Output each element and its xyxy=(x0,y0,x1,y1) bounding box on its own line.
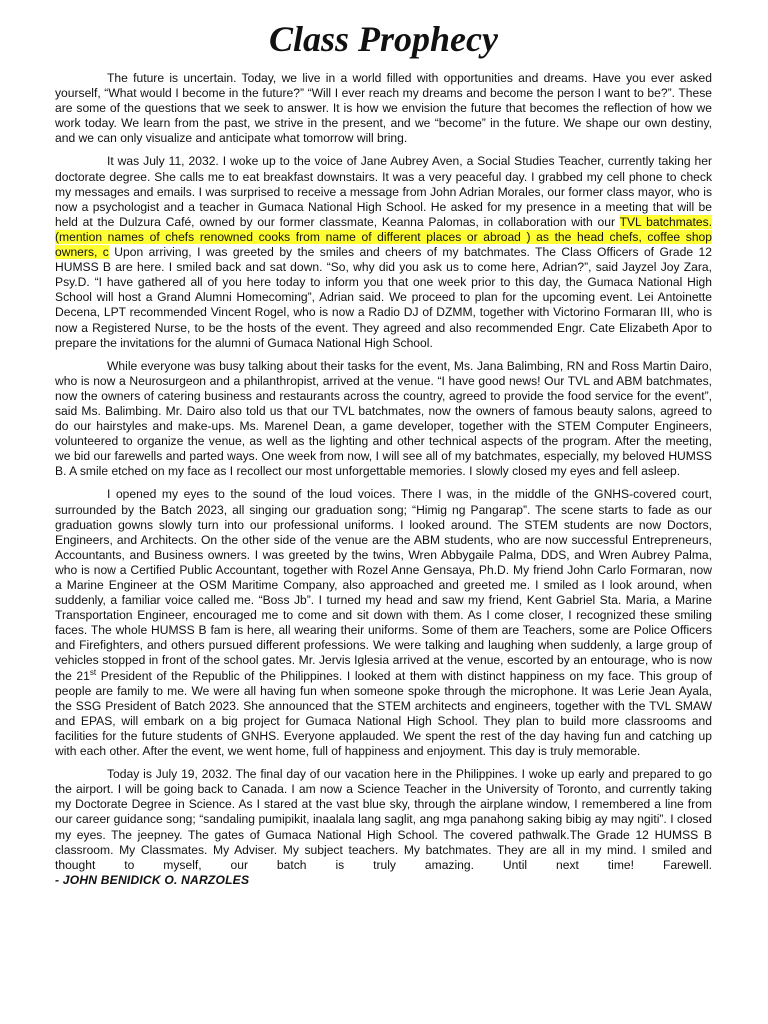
paragraph-meeting xyxy=(55,154,712,350)
paragraph-text: Upon arriving, I was greeted by the smiles and cheers of my batchmates. The Class Officers of Grade 12 HUMSS B are here. I smiled back and sat down. “So, why did you ask us to come here, Adrian?”, said Jayzel Joy Zara, Psy.D. “I have gathered all of you here today to inform you that one week prior to this day, the Gumaca National High School will host a Grand Alumni Homecoming”, Adrian said. We proceed to plan for the upcoming event. Lei Antoinette Decena, LPT recommended Vincent Rogel, who is now a Radio DJ of DZMM, together with Victorino Formaran III, who is now a Registered Nurse, to be the hosts of the event. They agreed and also recommended Engr. Cate Elizabeth Apor to prepare the invitations for the alumni of Gumaca National High School. xyxy=(55,245,712,350)
paragraph-text: It was July 11, 2032. I woke up to the voice of Jane Aubrey Aven, a Social Studies Teacher, currently taking her doctorate degree. She calls me to eat breakfast downstairs. It was a very peaceful day. I grabbed my cell phone to check my messages and emails. I was surprised to receive a message from John Adrian Morales, our former class mayor, who is now a psychologist and a teacher in Gumaca National High School. He asked for my presence in a meeting that will be held at the Dulzura Café, owned by our former classmate, Keanna Palomas, in collaboration with our xyxy=(55,154,712,229)
superscript-ordinal: st xyxy=(89,667,97,677)
paragraph-text: While everyone was busy talking about their tasks for the event, Ms. Jana Balimbing, RN and Ross Martin Dairo, who is now a Neurosurgeon and a philanthropist, arrived at the venue. “I have good news! Our TVL and ABM batchmates, now the owners of catering business and restaurants across the country, agreed to provide the food service for the event”, said Ms. Balimbing. Mr. Dairo also told us that our TVL batchmates, now the owners of famous beauty salons, agreed to do our hairstyles and make-ups. Ms. Marenel Dean, a game developer, together with the STEM Computer Engineers, volunteered to organize the venue, as well as the lighting and other technical aspects of the program. After the meeting, we bid our farewells and parted ways. One week from now, I will see all of my batchmates, especially, my beloved HUMSS B. A smile etched on my face as I recollect our most unforgettable memories. I slowly closed my eyes and fell asleep. xyxy=(55,358,712,479)
document-title: Class Prophecy xyxy=(269,19,498,59)
paragraph-text: The future is uncertain. Today, we live in a world filled with opportunities and dreams. Have you ever asked yourself, “What would I become in the future?” “Will I ever reach my dreams and become the person I want to be?”. These are some of the questions that we seek to answer. It is how we envision the future that becomes the reflection of how we work today. We learn from the past, we strive in the present, and we “become” in the future. We shape our own destiny, and we can only visualize and anticipate what tomorrow will bring. xyxy=(55,71,712,146)
paragraph-intro xyxy=(55,71,712,146)
author-signature: - JOHN BENIDICK O. NARZOLES xyxy=(55,872,250,887)
paragraph-text: I opened my eyes to the sound of the loud voices. There I was, in the middle of the GNHS-covered court, surrounded by the Batch 2023, all singing our graduation song; “Himig ng Pangarap”. The scene starts to fade as our graduation gowns slowly turn into our professional uniforms. I looked around. The STEM students are now Doctors, Engineers, and Architects. On the other side of the venue are the ABM students, who are now successful Entrepreneurs, Accountants, and Business owners. I was greeted by the twins, Wren Abbygaile Palma, DDS, and Wren Aubrey Palma, who is now a Certified Public Accountant, together with Rozel Anne Gensaya, Ph.D. My friend John Carlo Formaran, now a Marine Engineer at the OSM Maritime Company, also approached and greeted me. I smiled as I look around, when suddenly, a familiar voice called me. “Boss Jb”. I turned my head and saw my friend, Kent Gabriel Sta. Maria, a Marine Transportation Engineer, encouraged me to come and sit down with them. As I come closer, I recognized these smiling faces. The whole HUMSS B fam is here, all wearing their uniforms. Some of them are Teachers, some are Police Officers and Firefighters, and others pursued different professions. We were talking and laughing when suddenly, a large group of vehicles stopped in front of the school gates. Mr. Jervis Iglesia arrived at the venue, escorted by an entourage, who is now the 21 xyxy=(55,487,712,683)
paragraph-reunion xyxy=(55,487,712,759)
paragraph-planning xyxy=(55,359,712,480)
paragraph-farewell xyxy=(55,767,712,873)
highlighted-text: TVL batchmates. (mention names of chefs renowned cooks from name of different places or abroad ) as the head chefs, coffee shop owners, c xyxy=(55,214,712,260)
paragraph-text: President of the Republic of the Philippines. I looked at them with distinct happiness on my face. This group of people are family to me. We were all having fun when someone spoke through the microphone. It was Lerie Jean Ayala, the SSG President of Batch 2023. She announced that the STEM architects and engineers, together with the TVL SMAW and EPAS, will embark on a big project for Gumaca National High School. They plan to build more classrooms and facilities for the future students of GNHS. Everyone applauded. We spent the rest of the day having fun and catching up with each other. After the event, we went home, full of happiness and enjoyment. This day is truly memorable. xyxy=(55,668,713,759)
paragraph-text: Today is July 19, 2032. The final day of our vacation here in the Philippines. I woke up early and prepared to go the airport. I will be going back to Canada. I am now a Science Teacher in the University of Toronto, and currently taking my Doctorate Degree in Science. As I stared at the vast blue sky, through the airplane window, I remembered a line from our career guidance song; “sandaling pumipikit, inaalala lang saglit, ang mga panahong saking bibig ay may ngiti”. I closed my eyes. The jeepney. The gates of Gumaca National High School. The covered pathwalk.The Grade 12 HUMSS B classroom. My Classmates. My Adviser. My subject teachers. My batchmates. They are all in my mind. I smiled and thought to myself, our batch is truly amazing. Until next time! Farewell. xyxy=(55,767,712,872)
document-page xyxy=(55,18,712,888)
